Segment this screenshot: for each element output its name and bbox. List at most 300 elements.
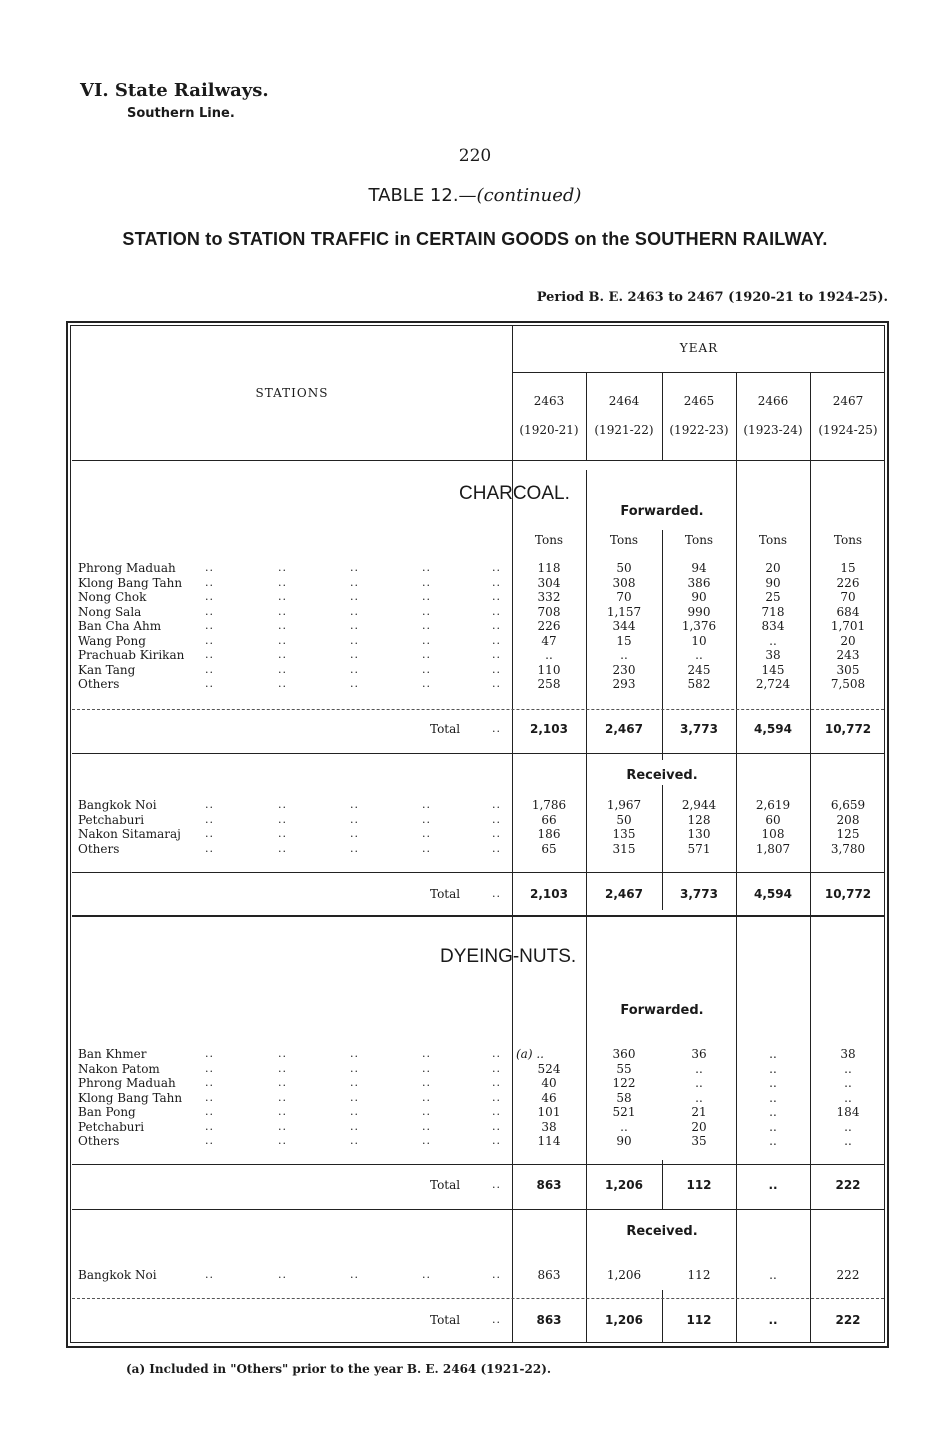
year-ce-2465: (1922-23) <box>669 423 729 437</box>
section-divider <box>72 915 884 917</box>
value-cell: 40 <box>541 1076 557 1090</box>
value-cell: 245 <box>687 662 711 677</box>
leader-dots: .. <box>278 619 287 632</box>
leader-dots: .. <box>350 633 359 647</box>
total-label: Total <box>430 1313 461 1327</box>
leader-dots: .. <box>350 561 359 574</box>
value-cell: .. <box>768 1178 778 1192</box>
leader-dots: .. <box>278 1134 287 1147</box>
leader-dots: .. <box>350 798 359 811</box>
leader-dots: .. <box>492 841 501 855</box>
leader-dots: .. <box>205 1119 214 1133</box>
leader-dots: .. <box>350 575 359 589</box>
value-cell: 122 <box>612 1076 636 1090</box>
leader-dots: .. <box>278 1076 287 1089</box>
leader-dots: .. <box>422 648 431 661</box>
value-cell: 230 <box>612 662 636 677</box>
value-cell: 1,157 <box>606 604 642 619</box>
value-cell: 58 <box>616 1090 632 1105</box>
value-cell: 521 <box>612 1105 636 1119</box>
station-name: Wang Pong <box>78 633 146 648</box>
leader-dots: .. <box>278 827 287 840</box>
leader-dots: .. <box>278 1090 287 1104</box>
leader-dots: .. <box>205 677 214 690</box>
year-column-rule <box>736 373 737 460</box>
dyeing-nuts-title: DYEING-NUTS. <box>440 946 577 967</box>
station-name: Ban Khmer <box>78 1047 147 1061</box>
leader-dots: .. <box>492 1178 501 1191</box>
value-cell: 304 <box>537 575 561 590</box>
value-cell: .. <box>769 1105 777 1119</box>
value-cell: .. <box>769 1047 777 1061</box>
value-cell: 3,773 <box>680 722 718 736</box>
value-cell: 571 <box>687 841 711 856</box>
leader-dots: .. <box>422 841 431 855</box>
period-label: Period B. E. 2463 to 2467 (1920-21 to 1924-25). <box>536 290 888 305</box>
rule <box>72 1164 884 1165</box>
table-label <box>0 185 950 206</box>
charcoal-received-label: Received. <box>626 768 698 783</box>
value-cell: 2,103 <box>530 887 568 901</box>
leader-dots: .. <box>350 662 359 676</box>
table-continued: —(continued) <box>458 185 582 206</box>
station-name: Others <box>78 1134 120 1148</box>
value-cell: 243 <box>836 648 860 662</box>
total-label: Total <box>430 887 461 901</box>
rule <box>72 753 884 754</box>
station-name: Nakon Sitamaraj <box>78 827 181 841</box>
year-ce-2464: (1921-22) <box>594 423 654 437</box>
station-name: Nakon Patom <box>78 1061 160 1076</box>
value-cell: 344 <box>612 619 636 633</box>
leader-dots: .. <box>205 648 214 661</box>
value-cell: 50 <box>616 561 632 575</box>
leader-dots: .. <box>278 798 287 811</box>
leader-dots: .. <box>422 1268 431 1281</box>
year-rule <box>512 372 884 373</box>
value-cell: .. <box>769 1119 777 1134</box>
leader-dots: .. <box>422 1119 431 1133</box>
value-cell: .. <box>695 1061 703 1076</box>
value-cell: 184 <box>836 1105 860 1119</box>
leader-dots: .. <box>422 1047 431 1060</box>
value-cell: 38 <box>840 1047 856 1061</box>
value-cell: .. <box>769 1090 777 1105</box>
year-ce-2466: (1923-24) <box>743 423 803 437</box>
value-cell: 3,773 <box>680 887 718 901</box>
value-cell: 4,594 <box>754 722 792 736</box>
value-cell: 25 <box>765 590 781 604</box>
leader-dots: .. <box>492 1090 501 1104</box>
value-cell: .. <box>695 1090 703 1105</box>
leader-dots: .. <box>350 1047 359 1060</box>
leader-dots: .. <box>492 1076 501 1089</box>
leader-dots: .. <box>492 1134 501 1147</box>
leader-dots: .. <box>422 604 431 618</box>
value-cell: 110 <box>537 662 561 677</box>
leader-dots: .. <box>278 1061 287 1075</box>
page-number: 220 <box>458 146 492 166</box>
leader-dots: .. <box>205 633 214 647</box>
value-cell: .. <box>769 1134 777 1148</box>
year-column-rule <box>586 373 587 460</box>
leader-dots: .. <box>350 827 359 840</box>
station-name: Ban Pong <box>78 1105 136 1119</box>
table-left-border <box>66 321 68 1348</box>
value-cell: 55 <box>616 1061 632 1076</box>
leader-dots: .. <box>492 812 501 826</box>
leader-dots: .. <box>205 1061 214 1075</box>
value-cell: 38 <box>765 648 781 662</box>
value-cell: 2,467 <box>605 722 643 736</box>
leader-dots: .. <box>422 662 431 676</box>
value-cell: .. <box>620 1119 628 1134</box>
leader-dots: .. <box>350 812 359 826</box>
value-cell: .. <box>768 1313 778 1327</box>
rule <box>72 709 884 710</box>
value-cell: 1,376 <box>681 619 717 633</box>
year-be-2466: 2466 <box>757 394 789 408</box>
table-left-border-inner <box>70 325 71 1343</box>
year-be-2467: 2467 <box>832 394 864 408</box>
value-cell: .. <box>844 1061 852 1076</box>
charcoal-title: CHARCOAL. <box>459 483 570 504</box>
value-cell: 35 <box>691 1134 707 1148</box>
leader-dots: .. <box>350 841 359 855</box>
leader-dots: .. <box>492 798 501 811</box>
leader-dots: .. <box>278 590 287 603</box>
value-cell: 47 <box>541 633 557 648</box>
leader-dots: .. <box>278 633 287 647</box>
leader-dots: .. <box>205 798 214 811</box>
value-cell: .. <box>695 648 703 662</box>
value-cell: 50 <box>616 812 632 827</box>
leader-dots: .. <box>422 677 431 690</box>
year-header: YEAR <box>679 341 719 355</box>
value-cell: 2,467 <box>605 887 643 901</box>
leader-dots: .. <box>205 561 214 574</box>
value-cell: 66 <box>541 812 557 827</box>
subsection-heading: Southern Line. <box>127 106 235 121</box>
value-cell: .. <box>769 1268 777 1282</box>
leader-dots: .. <box>492 575 501 589</box>
value-cell: .. <box>545 648 553 662</box>
leader-dots: .. <box>422 1061 431 1075</box>
rule <box>72 1209 884 1210</box>
year-column-rule <box>810 373 811 460</box>
leader-dots: .. <box>205 1090 214 1104</box>
value-cell: 10,772 <box>824 722 872 736</box>
value-cell: 7,508 <box>830 677 866 691</box>
leader-dots: .. <box>278 662 287 676</box>
leader-dots: .. <box>278 841 287 855</box>
value-cell: 684 <box>836 604 860 619</box>
table-bottom-border-inner <box>70 1342 885 1343</box>
leader-dots: .. <box>422 798 431 811</box>
charcoal-forwarded-label: Forwarded. <box>620 504 704 519</box>
table-bottom-border <box>66 1346 889 1348</box>
value-cell: 386 <box>687 575 711 590</box>
unit-label: Tons <box>758 533 788 547</box>
value-cell: 315 <box>612 841 636 856</box>
leader-dots: .. <box>278 1105 287 1118</box>
leader-dots: .. <box>350 1119 359 1133</box>
value-cell: 1,701 <box>830 619 866 633</box>
value-cell: 2,944 <box>681 798 717 812</box>
value-cell: 20 <box>840 633 856 648</box>
table-number: TABLE 12. <box>368 185 459 206</box>
value-cell: 222 <box>836 1268 860 1282</box>
value-cell: 863 <box>536 1313 562 1327</box>
value-cell: 1,206 <box>605 1178 643 1192</box>
value-cell: 186 <box>537 827 561 841</box>
leader-dots: .. <box>492 561 501 574</box>
leader-dots: .. <box>350 604 359 618</box>
leader-dots: .. <box>278 677 287 690</box>
leader-dots: .. <box>205 812 214 826</box>
value-cell: 226 <box>836 575 860 590</box>
value-cell: 36 <box>691 1047 707 1061</box>
station-name: Others <box>78 677 120 691</box>
leader-dots: .. <box>278 604 287 618</box>
unit-label: Tons <box>833 533 863 547</box>
station-name: Phrong Maduah <box>78 1076 176 1090</box>
value-cell: 10,772 <box>824 887 872 901</box>
value-cell: 1,967 <box>606 798 642 812</box>
value-cell: .. <box>844 1134 852 1148</box>
value-cell: 708 <box>537 604 561 619</box>
dyeing-nuts-received-label: Received. <box>626 1224 698 1239</box>
value-cell: 145 <box>761 662 785 677</box>
leader-dots: .. <box>492 1047 501 1060</box>
leader-dots: .. <box>350 677 359 690</box>
station-name: Klong Bang Tahn <box>78 1090 183 1105</box>
station-name: Others <box>78 841 120 856</box>
leader-dots: .. <box>350 1076 359 1089</box>
leader-dots: .. <box>492 1105 501 1118</box>
value-cell: 863 <box>536 1178 562 1192</box>
value-cell: 94 <box>691 561 707 575</box>
leader-dots: .. <box>492 827 501 840</box>
value-cell: .. <box>769 1061 777 1076</box>
leader-dots: .. <box>422 619 431 632</box>
year-be-2465: 2465 <box>683 394 715 408</box>
value-cell: 118 <box>537 561 561 575</box>
value-cell: 4,594 <box>754 887 792 901</box>
value-cell: 70 <box>616 590 632 604</box>
station-name: Ban Cha Ahm <box>78 619 162 633</box>
value-cell: 226 <box>537 619 561 633</box>
leader-dots: .. <box>205 1047 214 1060</box>
leader-dots: .. <box>492 1268 501 1281</box>
station-name: Klong Bang Tahn <box>78 575 183 590</box>
value-cell: 21 <box>691 1105 707 1119</box>
leader-dots: .. <box>205 1268 214 1281</box>
header-bottom-rule <box>72 460 884 461</box>
value-cell: 70 <box>840 590 856 604</box>
value-cell: 718 <box>761 604 785 619</box>
leader-dots: .. <box>492 1313 501 1326</box>
value-cell: 128 <box>687 812 711 827</box>
leader-dots: .. <box>492 648 501 661</box>
value-cell: 20 <box>765 561 781 575</box>
note-mark: (a) .. <box>516 1047 544 1061</box>
leader-dots: .. <box>492 604 501 618</box>
value-cell: 15 <box>840 561 856 575</box>
value-cell: 10 <box>691 633 707 648</box>
value-cell: 114 <box>537 1134 561 1148</box>
leader-dots: .. <box>278 575 287 589</box>
value-cell: 524 <box>537 1061 561 1076</box>
leader-dots: .. <box>350 1134 359 1147</box>
station-name: Bangkok Noi <box>78 798 157 812</box>
unit-label: Tons <box>609 533 639 547</box>
station-name: Bangkok Noi <box>78 1268 157 1282</box>
leader-dots: .. <box>278 1119 287 1133</box>
leader-dots: .. <box>422 1090 431 1104</box>
year-be-2463: 2463 <box>533 394 565 408</box>
value-cell: 130 <box>687 827 711 841</box>
leader-dots: .. <box>205 662 214 676</box>
leader-dots: .. <box>422 561 431 574</box>
total-label: Total <box>430 1178 461 1192</box>
value-cell: 6,659 <box>830 798 866 812</box>
leader-dots: .. <box>422 1076 431 1089</box>
value-cell: 258 <box>537 677 561 691</box>
leader-dots: .. <box>205 1105 214 1118</box>
value-cell: 90 <box>765 575 781 590</box>
leader-dots: .. <box>350 619 359 632</box>
leader-dots: .. <box>492 590 501 603</box>
value-cell: 38 <box>541 1119 557 1134</box>
value-cell: 360 <box>612 1047 636 1061</box>
value-cell: .. <box>769 1076 777 1090</box>
value-cell: .. <box>769 633 777 648</box>
table-title: STATION to STATION TRAFFIC in CERTAIN GOODS on the SOUTHERN RAILWAY. <box>122 229 828 249</box>
total-label: Total <box>430 722 461 736</box>
leader-dots: .. <box>422 1105 431 1118</box>
leader-dots: .. <box>205 575 214 589</box>
unit-label: Tons <box>534 533 564 547</box>
value-cell: 112 <box>686 1178 712 1192</box>
leader-dots: .. <box>278 561 287 574</box>
leader-dots: .. <box>422 1134 431 1147</box>
leader-dots: .. <box>278 1047 287 1060</box>
value-cell: .. <box>844 1119 852 1134</box>
value-cell: 101 <box>537 1105 561 1119</box>
value-cell: 305 <box>836 662 860 677</box>
value-cell: 135 <box>612 827 636 841</box>
value-cell: 108 <box>761 827 785 841</box>
value-cell: 834 <box>761 619 785 633</box>
value-cell: 112 <box>687 1268 711 1282</box>
value-cell: .. <box>695 1076 703 1090</box>
value-cell: .. <box>844 1076 852 1090</box>
leader-dots: .. <box>350 590 359 603</box>
station-name: Nong Chok <box>78 590 147 604</box>
leader-dots: .. <box>422 575 431 589</box>
rule <box>72 872 884 873</box>
year-ce-2463: (1920-21) <box>519 423 579 437</box>
value-cell: 90 <box>691 590 707 604</box>
year-ce-2467: (1924-25) <box>818 423 878 437</box>
leader-dots: .. <box>492 619 501 632</box>
value-cell: 308 <box>612 575 636 590</box>
value-cell: 208 <box>836 812 860 827</box>
stations-header: STATIONS <box>255 386 329 400</box>
leader-dots: .. <box>350 1061 359 1075</box>
value-cell: 332 <box>537 590 561 604</box>
value-cell: 2,724 <box>755 677 791 691</box>
leader-dots: .. <box>492 1119 501 1133</box>
value-cell: 2,103 <box>530 722 568 736</box>
leader-dots: .. <box>205 827 214 840</box>
section-heading: VI. State Railways. <box>80 80 269 101</box>
value-cell: 65 <box>541 841 557 856</box>
value-cell: 15 <box>616 633 632 648</box>
leader-dots: .. <box>205 604 214 618</box>
value-cell: 125 <box>836 827 860 841</box>
station-name: Nong Sala <box>78 604 142 619</box>
leader-dots: .. <box>205 1134 214 1147</box>
value-cell: 90 <box>616 1134 632 1148</box>
value-cell: 222 <box>835 1313 861 1327</box>
footnote: (a) Included in "Others" prior to the year B. E. 2464 (1921-22). <box>126 1362 552 1376</box>
value-cell: .. <box>620 648 628 662</box>
leader-dots: .. <box>492 677 501 690</box>
leader-dots: .. <box>422 590 431 603</box>
value-cell: 222 <box>835 1178 861 1192</box>
leader-dots: .. <box>422 812 431 826</box>
value-cell: 863 <box>537 1268 561 1282</box>
value-cell: 3,780 <box>830 841 866 856</box>
leader-dots: .. <box>492 887 501 900</box>
value-cell: 112 <box>686 1313 712 1327</box>
value-cell: .. <box>844 1090 852 1105</box>
value-cell: 1,807 <box>755 841 791 856</box>
table-right-border <box>887 321 889 1348</box>
value-cell: 2,619 <box>755 798 791 812</box>
value-cell: 990 <box>687 604 711 619</box>
station-name: Prachuab Kirikan <box>78 648 185 662</box>
leader-dots: .. <box>350 1268 359 1281</box>
value-cell: 293 <box>612 677 636 691</box>
year-be-2464: 2464 <box>608 394 640 408</box>
year-column-rule <box>662 373 663 460</box>
value-cell: 60 <box>765 812 781 827</box>
leader-dots: .. <box>422 633 431 647</box>
leader-dots: .. <box>492 633 501 647</box>
leader-dots: .. <box>350 648 359 661</box>
rule <box>72 1298 884 1299</box>
station-name: Petchaburi <box>78 1119 145 1134</box>
station-name: Phrong Maduah <box>78 561 176 575</box>
leader-dots: .. <box>492 662 501 676</box>
leader-dots: .. <box>492 722 501 735</box>
value-cell: 46 <box>541 1090 557 1105</box>
value-cell: 1,206 <box>605 1313 643 1327</box>
leader-dots: .. <box>278 648 287 661</box>
station-name: Kan Tang <box>78 662 136 677</box>
leader-dots: .. <box>492 1061 501 1075</box>
leader-dots: .. <box>205 841 214 855</box>
value-cell: 1,206 <box>606 1268 642 1282</box>
leader-dots: .. <box>205 1076 214 1089</box>
leader-dots: .. <box>278 1268 287 1281</box>
leader-dots: .. <box>350 1090 359 1104</box>
leader-dots: .. <box>350 1105 359 1118</box>
leader-dots: .. <box>205 619 214 632</box>
